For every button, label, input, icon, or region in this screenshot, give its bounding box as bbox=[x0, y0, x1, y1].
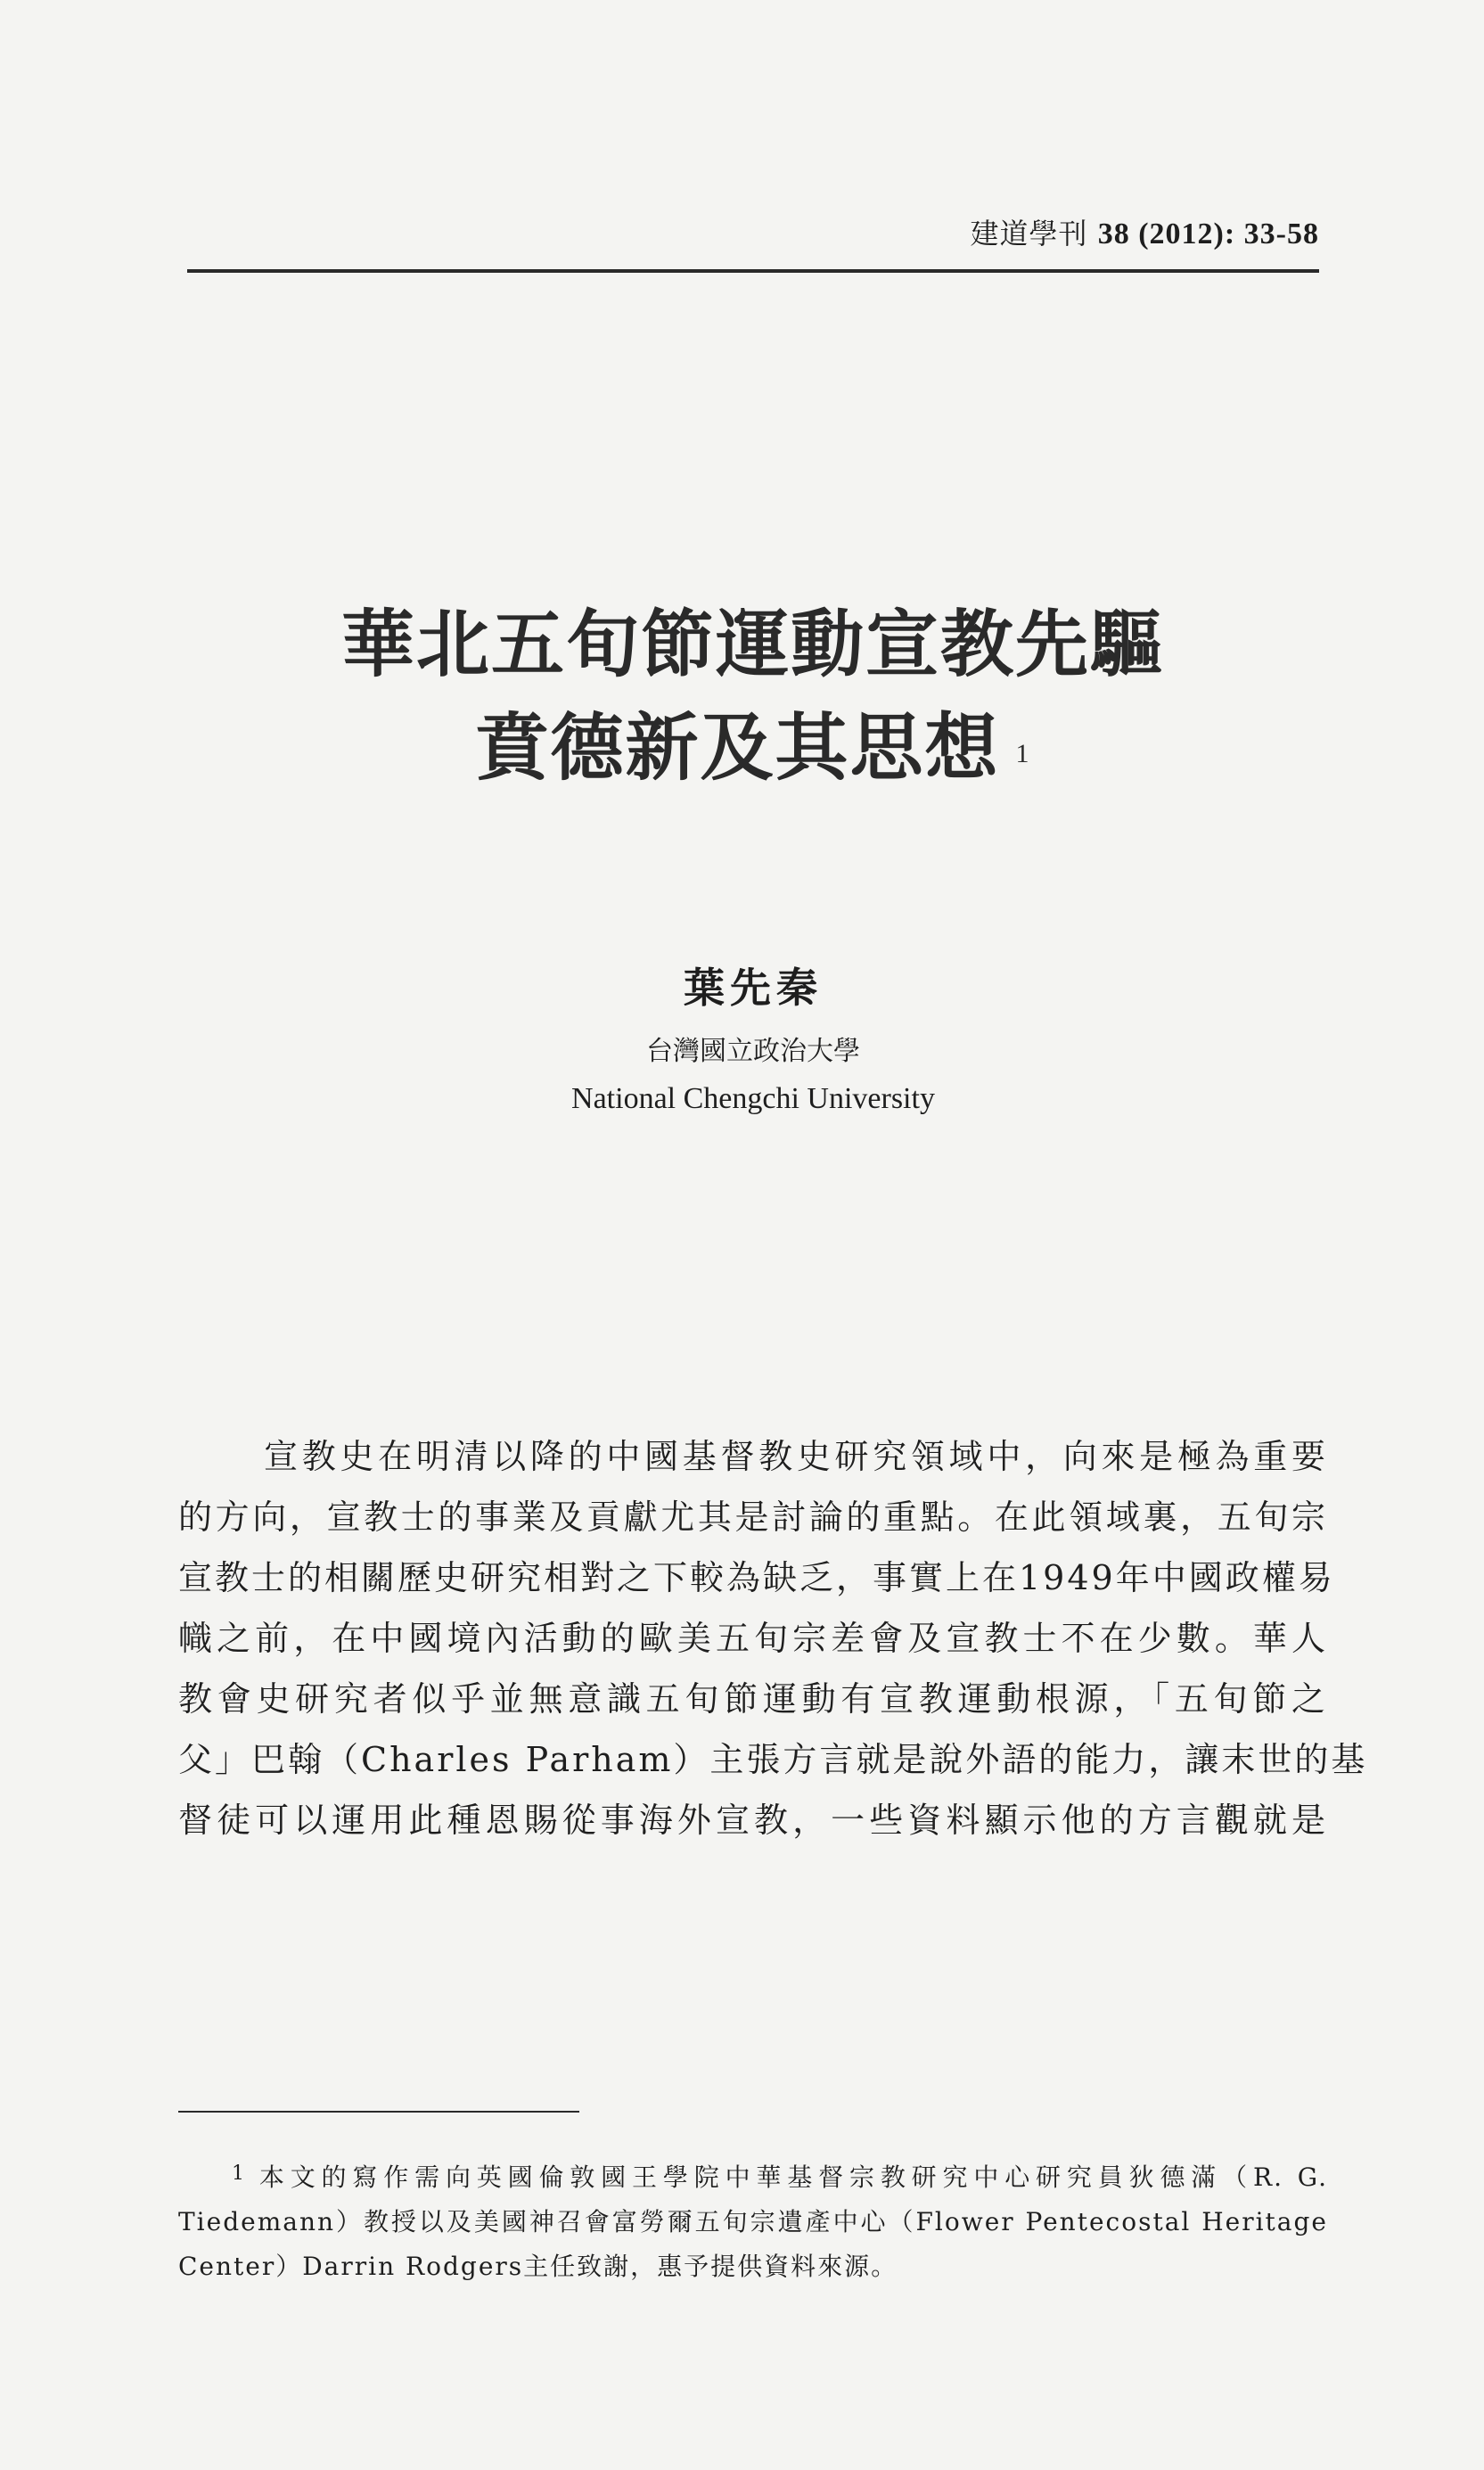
footnote-line: Center）Darrin Rodgers主任致謝，惠予提供資料來源。 bbox=[178, 2252, 898, 2281]
body-paragraph bbox=[178, 1426, 1368, 1850]
footnote-line bbox=[178, 2155, 1328, 2200]
journal-citation: 38 (2012): 33-58 bbox=[1097, 217, 1319, 250]
footnote-line: Tiedemann）教授以及美國神召會富勞爾五旬宗遺產中心（Flower Pentecostal Heritage bbox=[178, 2207, 1328, 2236]
body-line: 督徒可以運用此種恩賜從事海外宣教，一些資料顯示他的方言觀就是 bbox=[178, 1801, 1328, 1840]
journal-name: 建道學刊 bbox=[970, 217, 1088, 250]
footnote-text: 本文的寫作需向英國倫敦國王學院中華基督宗教研究中心研究員狄德滿（R. G. bbox=[255, 2162, 1328, 2192]
article-title-line-1: 華北五旬節運動宣教先驅 bbox=[340, 603, 1165, 687]
footnote-marker: 1 bbox=[232, 2162, 246, 2185]
footnote bbox=[178, 2155, 1328, 2289]
body-line: 的方向，宣教士的事業及貢獻尤其是討論的重點。在此領域裏，五旬宗 bbox=[178, 1498, 1328, 1537]
author-name: 葉先秦 bbox=[684, 964, 823, 1012]
affiliation-english: National Chengchi University bbox=[571, 1082, 935, 1115]
body-line: 宣教史在明清以降的中國基督教史研究領域中，向來是極為重要 bbox=[264, 1437, 1328, 1476]
body-line: 幟之前，在中國境內活動的歐美五旬宗差會及宣教士不在少數。華人 bbox=[178, 1619, 1328, 1658]
body-line: 宣教士的相關歷史研究相對之下較為缺乏，事實上在1949年中國政權易 bbox=[178, 1558, 1335, 1597]
footnote-separator bbox=[178, 2111, 579, 2113]
body-line: 父」巴翰（Charles Parham）主張方言就是說外語的能力，讓末世的基 bbox=[178, 1740, 1368, 1779]
running-header bbox=[187, 214, 1319, 254]
article-title-text: 賁德新及其思想 bbox=[475, 706, 1000, 791]
body-line: 教會史研究者似乎並無意識五旬節運動有宣教運動根源，「五旬節之 bbox=[178, 1679, 1328, 1719]
affiliation-chinese: 台灣國立政治大學 bbox=[646, 1036, 860, 1067]
article-title-line-2 bbox=[187, 699, 1319, 799]
title-footnote-marker[interactable]: 1 bbox=[1015, 739, 1031, 768]
header-rule bbox=[187, 269, 1319, 273]
